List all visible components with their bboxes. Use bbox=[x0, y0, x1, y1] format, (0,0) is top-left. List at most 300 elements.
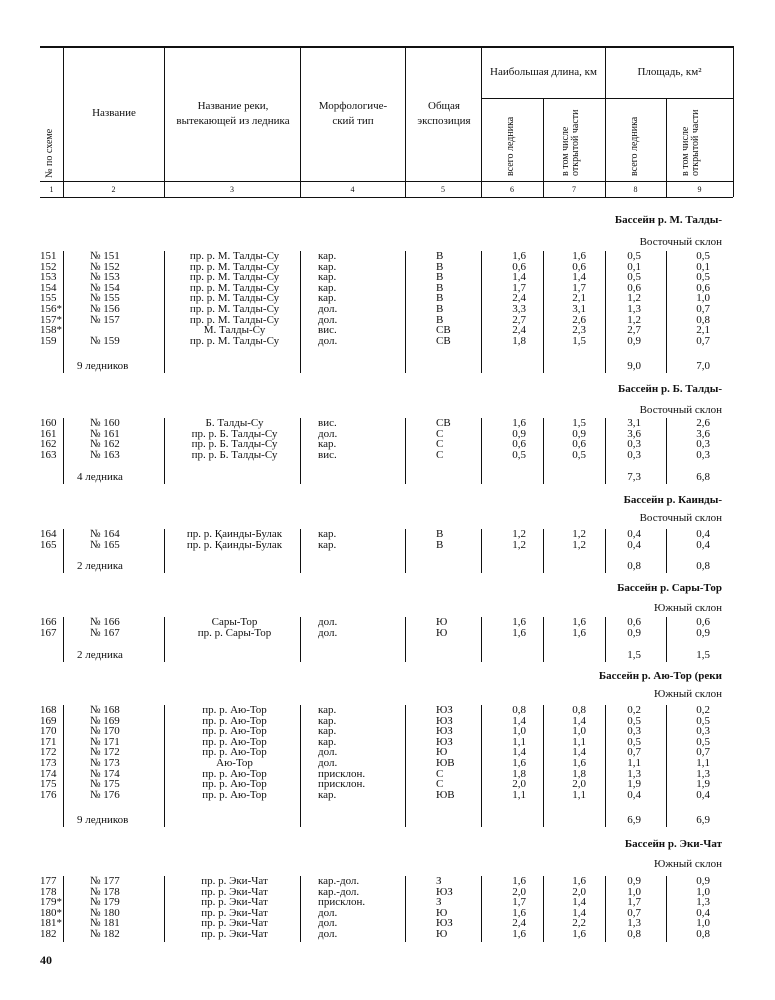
length-open: 1,1 bbox=[572, 735, 586, 748]
header-divider bbox=[666, 98, 667, 197]
length-open: 1,6 bbox=[572, 757, 586, 769]
glacier-name: № 174 bbox=[90, 767, 120, 780]
glacier-name: № 173 bbox=[90, 757, 120, 769]
area-total: 1,9 bbox=[627, 778, 641, 791]
row-divider bbox=[605, 617, 606, 662]
row-divider bbox=[405, 876, 406, 942]
area-open: 0,6 bbox=[696, 616, 710, 628]
area-total: 0,3 bbox=[627, 448, 641, 461]
row-divider bbox=[543, 529, 544, 573]
exposition: ЮЗ bbox=[436, 704, 453, 716]
row-divider bbox=[481, 876, 482, 942]
basin-title: Бассейн р. Сары-Тор bbox=[617, 582, 722, 594]
scheme-number: 157* bbox=[40, 313, 62, 326]
area-total: 0,8 bbox=[627, 928, 641, 940]
morph-type: присклон. bbox=[318, 778, 366, 791]
area-total: 1,0 bbox=[627, 885, 641, 898]
colnum-bottom-rule bbox=[40, 197, 733, 198]
row-divider bbox=[164, 705, 165, 827]
slope-label: Восточный склон bbox=[639, 512, 722, 524]
area-open: 0,1 bbox=[696, 260, 710, 273]
glacier-name: № 155 bbox=[90, 292, 120, 305]
exposition: ЮВ bbox=[436, 757, 455, 769]
scheme-number: 167 bbox=[40, 626, 57, 639]
exposition: В bbox=[436, 303, 444, 315]
river-name: пр. р. Аю-Тор bbox=[202, 746, 267, 759]
exposition: Ю bbox=[436, 906, 448, 919]
length-open: 0,8 bbox=[572, 704, 586, 716]
area-open: 0,3 bbox=[696, 725, 710, 738]
scheme-number: 164 bbox=[40, 528, 57, 540]
morph-type: дол. bbox=[318, 626, 338, 639]
morph-type: кар.-дол. bbox=[318, 885, 360, 898]
morph-type: присклон. bbox=[318, 896, 366, 909]
morph-type: вис. bbox=[318, 417, 337, 429]
row-divider bbox=[543, 876, 544, 942]
length-total: 1,1 bbox=[512, 735, 526, 748]
group-summary: 9 ледников bbox=[77, 360, 129, 372]
river-name: пр. р. Эки-Чат bbox=[201, 917, 268, 930]
length-total: 2,4 bbox=[512, 917, 526, 930]
river-name: пр. р. М. Талды-Су bbox=[189, 281, 280, 294]
river-name: пр. р. Сары-Тор bbox=[197, 626, 272, 639]
length-total: 1,6 bbox=[512, 626, 526, 639]
scheme-number: 169 bbox=[40, 714, 57, 727]
morph-type: дол. bbox=[318, 917, 338, 930]
exposition: ЮЗ bbox=[436, 885, 453, 898]
glacier-name: № 181 bbox=[90, 917, 120, 930]
area-open: 1,0 bbox=[696, 917, 710, 930]
river-name: пр. р. Б. Талды-Су bbox=[191, 438, 278, 451]
length-open: 2,0 bbox=[572, 885, 586, 898]
area-open: 2,1 bbox=[696, 324, 710, 337]
length-open: 1,6 bbox=[572, 626, 586, 639]
length-open: 2,1 bbox=[572, 292, 586, 305]
row-divider bbox=[63, 705, 64, 827]
length-total: 1,7 bbox=[512, 896, 526, 909]
river-name: Аю-Тор bbox=[216, 757, 253, 769]
area-total: 0,5 bbox=[627, 714, 641, 727]
area-open: 2,6 bbox=[696, 417, 710, 429]
area-open: 1,9 bbox=[696, 778, 710, 791]
morph-type: дол. bbox=[318, 616, 338, 628]
length-total: 2,0 bbox=[512, 778, 526, 791]
header-area-open: в том числе открытой части bbox=[680, 109, 701, 176]
area-open: 3,6 bbox=[696, 427, 710, 440]
morph-type: дол. bbox=[318, 757, 338, 769]
length-open: 1,1 bbox=[572, 788, 586, 801]
length-total: 1,6 bbox=[512, 906, 526, 919]
area-total: 1,3 bbox=[627, 767, 641, 780]
length-total: 1,7 bbox=[512, 281, 526, 294]
area-total: 1,2 bbox=[627, 313, 641, 326]
scheme-number: 180* bbox=[40, 906, 62, 919]
basin-title: Бассейн р. Б. Талды- bbox=[617, 383, 722, 395]
header-divider bbox=[733, 46, 734, 197]
morph-type: дол. bbox=[318, 313, 338, 326]
row-divider bbox=[666, 529, 667, 573]
glacier-name: № 160 bbox=[90, 417, 120, 429]
river-name: пр. р. Аю-Тор bbox=[202, 714, 267, 727]
area-open: 1,0 bbox=[696, 292, 710, 305]
morph-type: кар. bbox=[318, 438, 337, 451]
total-area-open: 0,8 bbox=[696, 560, 710, 572]
row-divider bbox=[605, 705, 606, 827]
length-open: 1,6 bbox=[572, 250, 586, 262]
morph-type: кар. bbox=[318, 735, 337, 748]
scheme-number: 170 bbox=[40, 725, 57, 738]
subheader-rule-area bbox=[605, 98, 733, 99]
area-open: 0,8 bbox=[696, 928, 710, 940]
exposition: СВ bbox=[436, 417, 451, 429]
row-divider bbox=[63, 617, 64, 662]
glacier-name: № 163 bbox=[90, 448, 120, 461]
row-divider bbox=[300, 418, 301, 484]
row-divider bbox=[164, 876, 165, 942]
area-open: 1,3 bbox=[696, 896, 710, 909]
length-open: 0,9 bbox=[572, 427, 586, 440]
col-number: 3 bbox=[230, 185, 234, 194]
exposition: З bbox=[436, 896, 442, 909]
row-divider bbox=[63, 251, 64, 373]
total-area-open: 1,5 bbox=[696, 649, 710, 661]
glacier-name: № 152 bbox=[90, 260, 120, 273]
morph-type: вис. bbox=[318, 448, 337, 461]
area-total: 3,1 bbox=[627, 417, 641, 429]
header-length-open: в том числе открытой части bbox=[560, 109, 581, 176]
exposition: С bbox=[436, 427, 444, 440]
area-total: 0,9 bbox=[627, 626, 641, 639]
river-name: пр. р. Қаинды-Булак bbox=[186, 538, 283, 551]
row-divider bbox=[481, 529, 482, 573]
exposition: В bbox=[436, 313, 444, 326]
river-name: пр. р. Эки-Чат bbox=[201, 906, 268, 919]
area-total: 1,3 bbox=[627, 303, 641, 315]
exposition: С bbox=[436, 438, 444, 451]
length-open: 2,3 bbox=[572, 324, 586, 337]
basin-title: Бассейн р. М. Талды- bbox=[614, 214, 722, 226]
col-number: 9 bbox=[697, 185, 702, 194]
scheme-number: 172 bbox=[40, 746, 57, 759]
exposition: СВ bbox=[436, 334, 451, 347]
river-name: пр. р. М. Талды-Су bbox=[189, 292, 280, 305]
area-open: 0,5 bbox=[696, 250, 710, 262]
row-divider bbox=[666, 705, 667, 827]
row-divider bbox=[63, 529, 64, 573]
length-total: 2,4 bbox=[512, 324, 526, 337]
area-open: 0,5 bbox=[696, 735, 710, 748]
area-total: 0,9 bbox=[627, 875, 641, 887]
scheme-number: 161 bbox=[40, 427, 57, 440]
table-top-rule bbox=[40, 46, 733, 48]
length-total: 3,3 bbox=[512, 303, 526, 315]
glacier-name: № 162 bbox=[90, 438, 120, 451]
row-divider bbox=[543, 418, 544, 484]
glacier-name: № 182 bbox=[90, 928, 120, 940]
morph-type: дол. bbox=[318, 303, 338, 315]
glacier-name: № 161 bbox=[90, 427, 120, 440]
morph-type: присклон. bbox=[318, 767, 366, 780]
length-open: 1,4 bbox=[572, 746, 586, 759]
river-name: пр. р. Эки-Чат bbox=[201, 896, 268, 909]
length-open: 0,6 bbox=[572, 438, 586, 451]
exposition: ЮЗ bbox=[436, 725, 453, 738]
length-total: 1,0 bbox=[512, 725, 526, 738]
exposition: В bbox=[436, 250, 444, 262]
length-open: 1,6 bbox=[572, 875, 586, 887]
area-open: 0,4 bbox=[696, 906, 710, 919]
area-total: 0,3 bbox=[627, 725, 641, 738]
length-total: 1,6 bbox=[512, 250, 526, 262]
morph-type: дол. bbox=[318, 906, 338, 919]
slope-label: Южный склон bbox=[653, 602, 722, 614]
morph-type: кар. bbox=[318, 538, 337, 551]
morph-type: вис. bbox=[318, 324, 337, 337]
length-total: 1,4 bbox=[512, 714, 526, 727]
length-open: 1,4 bbox=[572, 896, 586, 909]
col-number: 1 bbox=[49, 185, 54, 194]
length-total: 1,2 bbox=[512, 528, 526, 540]
slope-label: Южный склон bbox=[653, 688, 722, 700]
scheme-number: 166 bbox=[40, 616, 57, 628]
area-total: 0,4 bbox=[627, 538, 641, 551]
river-name: Б. Талды-Су bbox=[205, 417, 264, 429]
exposition: Ю bbox=[436, 928, 448, 940]
scheme-number: 179* bbox=[40, 896, 62, 909]
glacier-name: № 159 bbox=[90, 334, 120, 347]
length-total: 2,0 bbox=[512, 885, 526, 898]
scheme-number: 165 bbox=[40, 538, 57, 551]
length-open: 0,6 bbox=[572, 260, 586, 273]
col-number: 6 bbox=[510, 185, 514, 194]
area-open: 1,0 bbox=[696, 885, 710, 898]
area-open: 1,3 bbox=[696, 767, 710, 780]
river-name: пр. р. Эки-Чат bbox=[201, 875, 268, 887]
area-open: 0,4 bbox=[696, 528, 710, 540]
basin-title: Бассейн р. Аю-Тор (реки bbox=[598, 670, 722, 682]
row-divider bbox=[63, 418, 64, 484]
header-length-total: всего ледника bbox=[505, 116, 516, 176]
exposition: ЮЗ bbox=[436, 735, 453, 748]
area-open: 0,4 bbox=[696, 788, 710, 801]
exposition: ЮЗ bbox=[436, 714, 453, 727]
header-name: Название bbox=[92, 107, 136, 119]
area-total: 1,2 bbox=[627, 292, 641, 305]
length-total: 1,2 bbox=[512, 538, 526, 551]
glacier-name: № 164 bbox=[90, 528, 120, 540]
length-total: 1,4 bbox=[512, 746, 526, 759]
scheme-number: 158* bbox=[40, 324, 62, 337]
area-total: 0,6 bbox=[627, 616, 641, 628]
river-name: пр. р. Б. Талды-Су bbox=[191, 427, 278, 440]
slope-label: Южный склон bbox=[653, 858, 722, 870]
length-open: 2,0 bbox=[572, 778, 586, 791]
exposition: В bbox=[436, 281, 444, 294]
length-open: 1,5 bbox=[572, 417, 586, 429]
row-divider bbox=[666, 617, 667, 662]
area-total: 0,5 bbox=[627, 250, 641, 262]
glacier-name: № 177 bbox=[90, 875, 120, 887]
river-name: пр. р. М. Талды-Су bbox=[189, 250, 280, 262]
scheme-number: 168 bbox=[40, 704, 57, 716]
row-divider bbox=[300, 705, 301, 827]
area-open: 0,5 bbox=[696, 714, 710, 727]
morph-type: дол. bbox=[318, 427, 338, 440]
scheme-number: 174 bbox=[40, 767, 57, 780]
group-summary: 2 ледника bbox=[77, 560, 123, 572]
scheme-number: 176 bbox=[40, 788, 57, 801]
row-divider bbox=[164, 617, 165, 662]
header-divider bbox=[300, 46, 301, 197]
header-length: Наибольшая длина, км bbox=[490, 66, 597, 78]
group-summary: 2 ледника bbox=[77, 649, 123, 661]
river-name: пр. р. М. Талды-Су bbox=[189, 303, 280, 315]
total-area-open: 6,8 bbox=[696, 471, 710, 483]
area-total: 0,2 bbox=[627, 704, 641, 716]
scheme-number: 182 bbox=[40, 928, 57, 940]
glacier-name: № 154 bbox=[90, 281, 120, 294]
length-open: 1,4 bbox=[572, 714, 586, 727]
length-open: 2,6 bbox=[572, 313, 586, 326]
area-open: 0,9 bbox=[696, 875, 710, 887]
river-name: пр. р. Аю-Тор bbox=[202, 735, 267, 748]
exposition: СВ bbox=[436, 324, 451, 337]
scheme-number: 151 bbox=[40, 250, 57, 262]
area-open: 0,8 bbox=[696, 313, 710, 326]
morph-type: кар. bbox=[318, 250, 337, 262]
header-divider bbox=[543, 98, 544, 197]
header-exposition: Общая экспозиция bbox=[417, 100, 471, 127]
slope-label: Восточный склон bbox=[639, 404, 722, 416]
row-divider bbox=[605, 251, 606, 373]
scheme-number: 162 bbox=[40, 438, 57, 451]
header-morph-type: Морфологиче-ский тип bbox=[318, 100, 388, 127]
header-divider bbox=[63, 46, 64, 197]
total-area: 6,9 bbox=[627, 814, 641, 826]
scheme-number: 173 bbox=[40, 757, 57, 769]
morph-type: кар. bbox=[318, 260, 337, 273]
length-total: 1,8 bbox=[512, 767, 526, 780]
exposition: ЮЗ bbox=[436, 917, 453, 930]
exposition: С bbox=[436, 767, 444, 780]
total-area: 7,3 bbox=[627, 471, 641, 483]
scheme-number: 181* bbox=[40, 917, 62, 930]
length-total: 0,8 bbox=[512, 704, 526, 716]
length-open: 1,2 bbox=[572, 528, 586, 540]
morph-type: кар.-дол. bbox=[318, 875, 360, 887]
glacier-name: № 165 bbox=[90, 538, 120, 551]
river-name: пр. р. Қаинды-Булак bbox=[186, 528, 283, 540]
glacier-name: № 167 bbox=[90, 626, 120, 639]
row-divider bbox=[666, 876, 667, 942]
river-name: М. Талды-Су bbox=[203, 324, 266, 337]
row-divider bbox=[481, 617, 482, 662]
area-total: 0,5 bbox=[627, 735, 641, 748]
header-bottom-rule bbox=[40, 181, 733, 182]
length-open: 1,8 bbox=[572, 767, 586, 780]
length-open: 2,2 bbox=[572, 917, 586, 930]
glacier-name: № 153 bbox=[90, 271, 120, 284]
glacier-name: № 169 bbox=[90, 714, 120, 727]
row-divider bbox=[605, 876, 606, 942]
row-divider bbox=[666, 418, 667, 484]
exposition: В bbox=[436, 528, 444, 540]
group-summary: 9 ледников bbox=[77, 814, 129, 826]
morph-type: кар. bbox=[318, 292, 337, 305]
morph-type: кар. bbox=[318, 725, 337, 738]
scheme-number: 153 bbox=[40, 271, 57, 284]
col-number: 2 bbox=[111, 185, 116, 194]
area-total: 0,6 bbox=[627, 281, 641, 294]
row-divider bbox=[543, 705, 544, 827]
row-divider bbox=[300, 617, 301, 662]
river-name: Сары-Тор bbox=[211, 616, 258, 628]
river-name: пр. р. Аю-Тор bbox=[202, 725, 267, 738]
basin-title: Бассейн р. Эки-Чат bbox=[624, 838, 722, 850]
glacier-name: № 172 bbox=[90, 746, 120, 759]
morph-type: кар. bbox=[318, 528, 337, 540]
area-open: 0,9 bbox=[696, 626, 710, 639]
row-divider bbox=[300, 251, 301, 373]
row-divider bbox=[405, 705, 406, 827]
exposition: С bbox=[436, 448, 444, 461]
header-divider bbox=[405, 46, 406, 197]
scheme-number: 156* bbox=[40, 303, 62, 315]
morph-type: дол. bbox=[318, 928, 338, 940]
glacier-name: № 179 bbox=[90, 896, 120, 909]
length-open: 1,4 bbox=[572, 271, 586, 284]
row-divider bbox=[605, 418, 606, 484]
row-divider bbox=[605, 529, 606, 573]
header-area-total: всего ледника bbox=[629, 116, 640, 176]
length-total: 1,1 bbox=[512, 788, 526, 801]
length-total: 0,5 bbox=[512, 448, 526, 461]
header-area: Площадь, км² bbox=[637, 66, 702, 78]
scheme-number: 175 bbox=[40, 778, 57, 791]
length-open: 1,5 bbox=[572, 334, 586, 347]
area-total: 1,3 bbox=[627, 917, 641, 930]
area-open: 0,7 bbox=[696, 303, 710, 315]
length-total: 1,6 bbox=[512, 757, 526, 769]
slope-label: Восточный склон bbox=[639, 236, 722, 248]
row-divider bbox=[481, 418, 482, 484]
row-divider bbox=[543, 617, 544, 662]
total-area-open: 6,9 bbox=[696, 814, 710, 826]
morph-type: дол. bbox=[318, 746, 338, 759]
col-number: 5 bbox=[441, 185, 445, 194]
exposition: Ю bbox=[436, 626, 448, 639]
length-total: 0,6 bbox=[512, 260, 526, 273]
area-open: 0,3 bbox=[696, 438, 710, 451]
exposition: В bbox=[436, 260, 444, 273]
exposition: В bbox=[436, 271, 444, 284]
morph-type: дол. bbox=[318, 334, 338, 347]
morph-type: кар. bbox=[318, 704, 337, 716]
glacier-name: № 176 bbox=[90, 788, 120, 801]
scheme-number: 155 bbox=[40, 292, 57, 305]
row-divider bbox=[481, 705, 482, 827]
row-divider bbox=[63, 876, 64, 942]
area-open: 0,7 bbox=[696, 334, 710, 347]
area-total: 0,9 bbox=[627, 334, 641, 347]
river-name: пр. р. Аю-Тор bbox=[202, 778, 267, 791]
row-divider bbox=[666, 251, 667, 373]
length-open: 1,6 bbox=[572, 928, 586, 940]
scheme-number: 152 bbox=[40, 260, 57, 273]
row-divider bbox=[405, 529, 406, 573]
col-number: 8 bbox=[633, 185, 638, 194]
exposition: Ю bbox=[436, 746, 448, 759]
